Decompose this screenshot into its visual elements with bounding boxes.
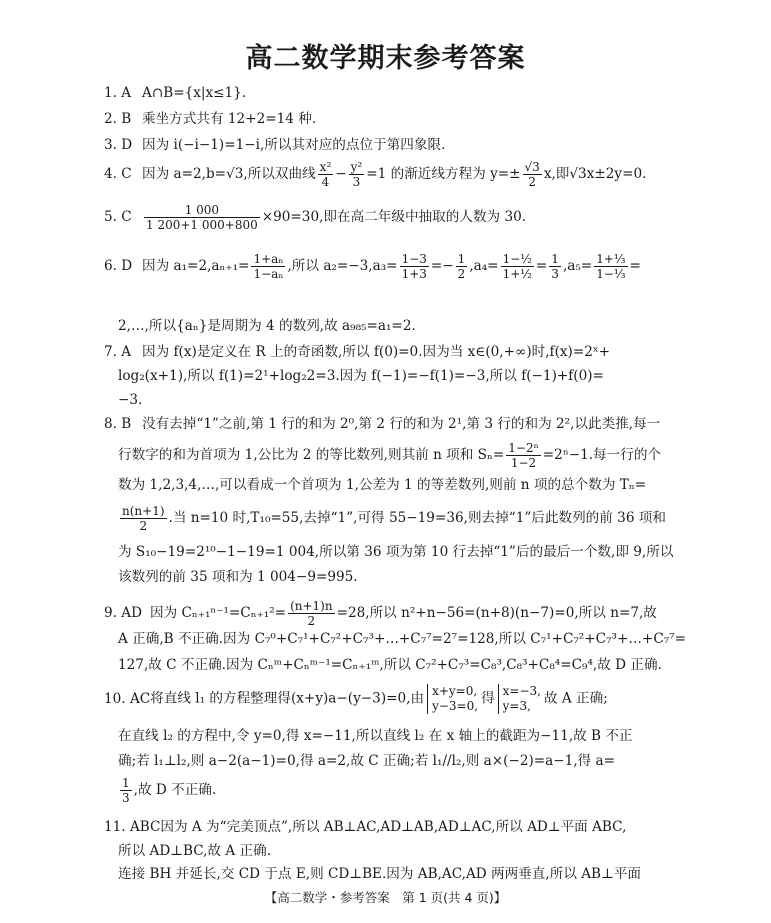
answer-text: 因为 a₁=2,aₙ₊₁=: [142, 258, 250, 274]
answer-8-cont: [118, 441, 661, 470]
numerator: y²: [350, 160, 363, 174]
fraction: [288, 599, 335, 628]
fraction: [120, 504, 167, 533]
answer-7-cont: −3.: [118, 392, 143, 408]
numerator: 1−3: [401, 252, 427, 266]
answer-10-cont: [118, 776, 216, 805]
answer-text: A∩B={x|x≤1}.: [142, 85, 247, 101]
equation: x+y=0,: [432, 684, 478, 698]
answer-4: [104, 160, 646, 189]
answer-number: 9. AD: [104, 605, 143, 621]
page-title: 高二数学期末参考答案: [245, 43, 526, 74]
answer-8: [104, 415, 660, 433]
numerator: n(n+1): [122, 504, 165, 518]
denominator: 1+3: [401, 267, 427, 281]
answer-text: 行数字的和为首项为 1,公比为 2 的等比数列,则其前 n 项和 Sₙ=: [118, 447, 505, 463]
answer-text: =: [535, 258, 548, 274]
denominator: 3: [551, 267, 559, 281]
answer-11-cont: 所以 AD⊥BC,故 A 正确.: [118, 843, 272, 859]
answer-7: [104, 343, 610, 361]
denominator: 2: [288, 613, 335, 628]
answer-number: 6. D: [104, 258, 133, 274]
answer-text: ×90=30,即在高二年级中抽取的人数为 30.: [261, 209, 527, 225]
answer-text: =: [629, 258, 641, 274]
numerator: √3: [524, 160, 540, 174]
answer-text: 因为 Cₙ₊₁ⁿ⁻¹=Cₙ₊₁²=: [150, 605, 287, 621]
numerator: 1 000: [184, 203, 220, 217]
equation: y=3,: [502, 699, 531, 713]
answer-number: 4. C: [104, 166, 132, 182]
answer-text: ,故 D 不正确.: [133, 782, 217, 798]
equation-system: [427, 684, 478, 714]
answer-text: .当 n=10 时,T₁₀=55,去掉“1”,可得 55−19=36,则去掉“1”后此数列的前 36 项和: [168, 510, 666, 526]
answer-8-cont: 数为 1,2,3,4,…,可以看成一个首项为 1,公差为 1 的等差数列,则前 n 项的总个数为 Tₙ=: [118, 477, 647, 493]
answer-number: 5. C: [104, 209, 132, 225]
denominator: 1+½: [502, 267, 532, 281]
numerator: 1: [457, 252, 466, 266]
answer-6-cont: 2,…,所以{aₙ}是周期为 4 的数列,故 a₉₈₅=a₁=2.: [118, 318, 416, 334]
numerator: 1+⅓: [596, 252, 626, 266]
numerator: (n+1)n: [290, 599, 333, 613]
answer-11: [104, 818, 626, 836]
answer-number: 1. A: [104, 85, 132, 101]
answer-text: =1 的渐近线方程为 y=±: [366, 166, 521, 182]
answer-number: 7. A: [104, 344, 132, 360]
numerator: 1−2ⁿ: [508, 441, 539, 455]
answer-6: [104, 252, 641, 281]
answer-text: ,所以 a₂=−3,a₃=: [287, 258, 398, 274]
numerator: x²: [319, 160, 332, 174]
denominator: 3: [349, 174, 365, 189]
fraction: [523, 160, 542, 189]
denominator: 1−⅓: [596, 267, 626, 281]
denominator: 2: [457, 267, 466, 281]
denominator: 2: [523, 174, 542, 189]
answer-text: 因为 f(x)是定义在 R 上的奇函数,所以 f(0)=0.因为当 x∈(0,+∞)时,f(x)=2ˣ+: [142, 344, 611, 360]
equation: x=−3,: [502, 684, 541, 698]
denominator: 1−aₙ: [253, 267, 284, 281]
denominator: 3: [122, 791, 130, 805]
answer-text: =−: [430, 258, 454, 274]
answer-text: =2ⁿ−1.每一行的个: [542, 447, 662, 463]
fraction: [318, 160, 334, 189]
denominator: 2: [120, 518, 167, 533]
fraction: [549, 252, 561, 281]
fraction: [456, 252, 468, 281]
denominator: 1 200+1 000+800: [146, 218, 258, 232]
answer-3: [104, 136, 445, 154]
answer-text: 故 A 正确;: [543, 690, 608, 707]
answer-1: [104, 84, 246, 102]
answer-text: 没有去掉“1”之前,第 1 行的和为 2⁰,第 2 行的和为 2¹,第 3 行的和为 2²,以此类推,每一: [142, 416, 661, 432]
fraction: [594, 252, 627, 281]
answer-9: [104, 599, 657, 628]
answer-text: =28,所以 n²+n−56=(n+8)(n−7)=0,所以 n=7,故: [336, 605, 657, 621]
answer-number: 10. AC: [104, 690, 151, 707]
page-footer: 【高二数学・参考答案 第 1 页(共 4 页)】: [264, 890, 507, 905]
answer-10: [104, 684, 608, 714]
fraction: [349, 160, 365, 189]
equation: y−3=0,: [432, 699, 479, 713]
answer-11-cont: 连接 BH 并延长,交 CD 于点 E,则 CD⊥BE.因为 AB,AC,AD 两两垂直,所以 AB⊥平面: [118, 866, 642, 882]
operator: −: [335, 166, 347, 182]
fraction: [120, 776, 132, 805]
answer-number: 11. ABC: [104, 819, 161, 835]
answer-5: [104, 203, 526, 232]
denominator: 4: [318, 174, 334, 189]
numerator: 1: [551, 252, 559, 266]
fraction: [251, 252, 285, 281]
answer-text: 得: [481, 690, 495, 707]
answer-9-cont: A 正确,B 不正确.因为 C₇⁰+C₇¹+C₇²+C₇³+…+C₇⁷=2⁷=128,所以 C₇¹+C₇²+C₇³+…+C₇⁷=: [118, 631, 687, 647]
answer-2: [104, 110, 316, 128]
answer-10-cont: 在直线 l₂ 的方程中,令 y=0,得 x=−11,所以直线 l₂ 在 x 轴上的截距为−11,故 B 不正: [118, 728, 633, 744]
answer-8-cont: [118, 504, 666, 533]
answer-8-cont: 该数列的前 35 项和为 1 004−9=995.: [118, 569, 358, 585]
answer-text: 因为 A 为“完美顶点”,所以 AB⊥AC,AD⊥AB,AD⊥AC,所以 AD⊥平面 ABC,: [160, 819, 627, 835]
numerator: 1−½: [502, 252, 532, 266]
answer-8-cont: 为 S₁₀−19=2¹⁰−1−19=1 004,所以第 36 项为第 10 行去掉“1”后的最后一个数,即 9,所以: [118, 544, 674, 560]
answer-7-cont: log₂(x+1),所以 f(1)=2¹+log₂2=3.因为 f(−1)=−f(1)=−3,所以 f(−1)+f(0)=: [118, 368, 604, 384]
answer-text: 因为 a=2,b=√3,所以双曲线: [142, 166, 316, 182]
denominator: 1−2: [506, 455, 541, 470]
answer-9-cont: 127,故 C 不正确.因为 Cₙᵐ+Cₙᵐ⁻¹=Cₙ₊₁ᵐ,所以 C₇²+C₇³=C₈³,C₈³+C₈⁴=C₉⁴,故 D 正确.: [118, 657, 662, 673]
answer-text: x,即√3x±2y=0.: [543, 166, 647, 182]
answer-10-cont: 确;若 l₁⊥l₂,则 a−2(a−1)=0,得 a=2,故 C 正确;若 l₁//l₂,则 a×(−2)=a−1,得 a=: [118, 753, 616, 769]
equation-system: [498, 684, 541, 714]
answer-number: 8. B: [104, 416, 132, 432]
fraction: [144, 203, 260, 232]
answer-number: 3. D: [104, 137, 133, 153]
fraction: [400, 252, 429, 281]
answer-text: 乘坐方式共有 12+2=14 种.: [142, 111, 317, 127]
answer-text: ,a₅=: [562, 258, 593, 274]
answer-number: 2. B: [104, 111, 132, 127]
fraction: [501, 252, 534, 281]
numerator: 1: [122, 776, 130, 790]
answer-text: ,a₄=: [469, 258, 499, 274]
answer-text: 因为 i(−i−1)=1−i,所以其对应的点位于第四象限.: [142, 137, 446, 153]
numerator: 1+aₙ: [253, 252, 284, 266]
fraction: [506, 441, 541, 470]
answer-text: 将直线 l₁ 的方程整理得(x+y)a−(y−3)=0,由: [150, 690, 425, 707]
